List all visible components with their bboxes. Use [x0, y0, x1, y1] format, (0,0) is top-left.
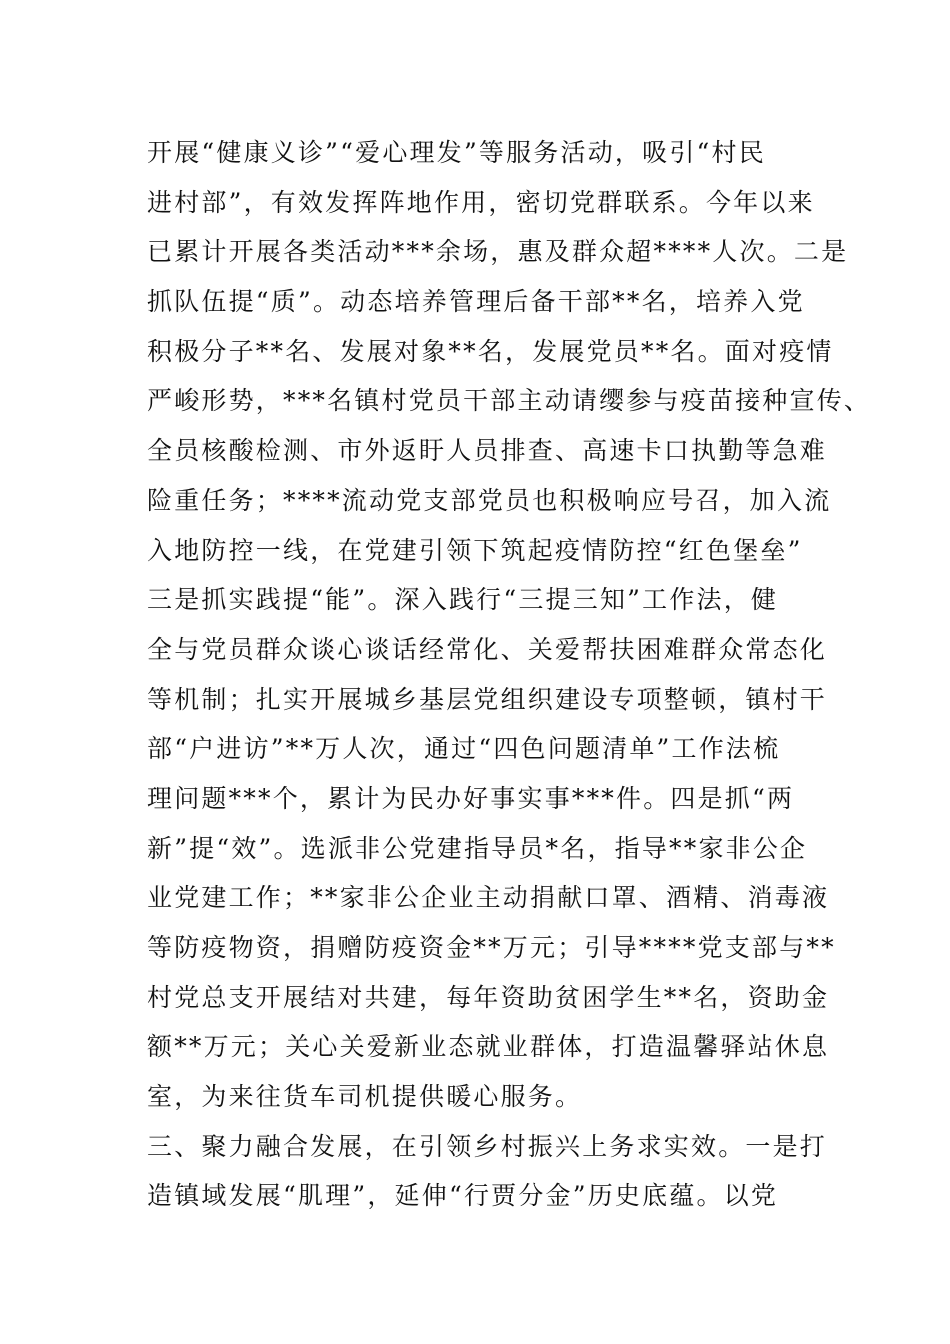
text-line: 险重任务；****流动党支部党员也积极响应号召，加入流 — [147, 485, 832, 515]
text-line: 等机制；扎实开展城乡基层党组织建设专项整顿，镇村干 — [147, 684, 828, 714]
text-line: 部“户进访”**万人次，通过“四色问题清单”工作法梳 — [147, 734, 781, 764]
text-line: 已累计开展各类活动***余场，惠及群众超****人次。二是 — [147, 237, 849, 267]
body-text — [147, 128, 872, 1221]
text-line: 抓队伍提“质”。动态培养管理后备干部**名，培养入党 — [147, 287, 805, 317]
text-line: 全员核酸检测、市外返盱人员排查、高速卡口执勤等急难 — [147, 436, 828, 466]
text-line: 造镇域发展“肌理”，延伸“行贾分金”历史底蕴。以党 — [147, 1181, 779, 1211]
text-line: 全与党员群众谈心谈话经常化、关爱帮扶困难群众常态化 — [147, 634, 828, 664]
text-line: 新”提“效”。选派非公党建指导员*名，指导**家非公企 — [147, 833, 808, 863]
text-line: 额**万元；关心关爱新业态就业群体，打造温馨驿站休息 — [147, 1032, 830, 1062]
text-line: 村党总支开展结对共建，每年资助贫困学生**名，资助金 — [147, 982, 830, 1012]
text-line: 理问题***个，累计为民办好事实事***件。四是抓“两 — [147, 783, 795, 813]
text-line: 开展“健康义诊”“爱心理发”等服务活动，吸引“村民 — [147, 138, 766, 167]
text-line: 入地防控一线，在党建引领下筑起疫情防控“红色堡垒” — [147, 535, 803, 565]
text-line: 业党建工作；**家非公企业主动捐献口罩、酒精、消毒液 — [147, 883, 830, 913]
text-line: 室，为来往货车司机提供暖心服务。 — [147, 1082, 583, 1112]
section-heading-line: 三、聚力融合发展，在引领乡村振兴上务求实效。一是打 — [147, 1131, 828, 1161]
text-line: 进村部”，有效发挥阵地作用，密切党群联系。今年以来 — [147, 187, 815, 217]
text-line: 三是抓实践提“能”。深入践行“三提三知”工作法，健 — [147, 585, 779, 615]
text-line: 等防疫物资，捐赠防疫资金**万元；引导****党支部与** — [147, 933, 836, 962]
text-line: 严峻形势，***名镇村党员干部主动请缨参与疫苗接种宣传、 — [147, 386, 872, 416]
text-line: 积极分子**名、发展对象**名，发展党员**名。面对疫情 — [147, 336, 834, 366]
